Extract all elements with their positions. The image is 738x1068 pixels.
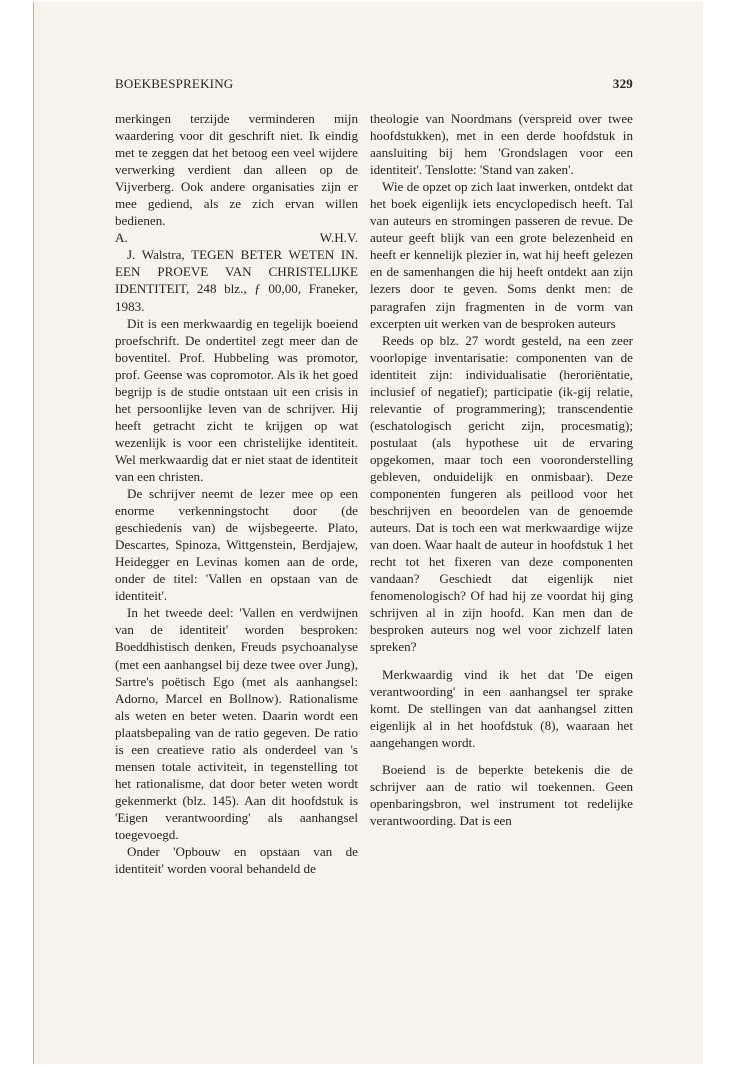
page-header [115, 76, 633, 96]
page-number: 329 [612, 76, 633, 91]
page-binding-edge [33, 2, 34, 1064]
right-column [370, 110, 633, 829]
book-citation: J. Walstra, TEGEN BETER WETEN IN. EEN PROEVE VAN CHRISTELIJKE IDENTITEIT, 248 blz., ƒ 00,00, Franeker, 1983. [115, 247, 358, 314]
paragraph-previous-review-end: merkingen terzijde verminderen mijn waardering voor dit geschrift niet. Ik eindig met te zeggen dat het betoog een veel wijdere verwerking verdient dan alleen op de Vijverberg. Ook andere organisaties zijn er mee gediend, als ze zich ervan willen bedienen. [115, 111, 358, 229]
paragraph-third-part-start: Onder 'Opbouw en opstaan van de identiteit' worden vooral behandeld de [115, 844, 358, 877]
paragraph-own-justification: Merkwaardig vind ik het dat 'De eigen verantwoording' in een aanhangsel ter sprake komt. De stellingen van dat aanhangsel zitten eigenlijk al in het hoofdstuk (8), waaraan het aangehangen wordt. [370, 666, 633, 750]
signature-place: A. [115, 230, 128, 246]
paragraph-second-part: In het tweede deel: 'Vallen en verdwijnen van de identiteit' worden besproken: Boeddhistisch denken, Freuds psychoanalyse (met een aanhangsel bij deze twee over Jung), Sartre's poëtisch Ego (met als aanhangsel: Adorno, Marcel en Bollnow). Rationalisme als weten en beter weten. Daarin wordt een plaatsbepaling van de ratio gegeven. De ratio is een creatieve ratio als onderdeel van 's mensen totale activiteit, in tegenstelling tot het rationalisme, dat door beter weten wordt gekenmerkt (blz. 145). Aan dit hoofdstuk is 'Eigen verantwoording' als aanhangsel toegevoegd. [115, 605, 358, 842]
signature-initials: W.H.V. [319, 230, 358, 246]
paragraph-encyclopedic: Wie de opzet op zich laat inwerken, ontdekt dat het boek eigenlijk iets encyclopedisch heeft. Tal van auteurs en stromingen passeren de revue. De auteur geeft blijk van een grote belezenheid en heeft er kennelijk plezier in, wat hij heeft gelezen en de samenhangen die hij heeft ontdekt aan zijn lezers door te geven. Soms denkt men: de paragrafen zijn fragmenten in de vorm van excerpten uit werken van de besproken auteurs [370, 179, 633, 331]
review-signature [115, 229, 358, 246]
paragraph-philosophy-tour: De schrijver neemt de lezer mee op een enorme verkenningstocht door (de geschiedenis van) de wijsbegeerte. Plato, Descartes, Spinoza, Wittgenstein, Berdjajew, Heidegger en Levinas komen aan de orde, onder de titel: 'Vallen en opstaan van de identiteit'. [115, 486, 358, 604]
paragraph-review-intro: Dit is een merkwaardig en tegelijk boeiend proefschrift. De ondertitel zegt meer dan de boventitel. Prof. Hubbeling was promotor, prof. Geense was copromotor. Als ik het goed begrijp is de studie ontstaan uit een crisis in het persoonlijke leven van de schrijver. Hij heeft getracht zicht te krijgen op wat wezenlijk is voor een christelijke identiteit. Wel merkwaardig dat er niet staat de identiteit van een christen. [115, 315, 358, 484]
paragraph-noordmans: theologie van Noordmans (verspreid over twee hoofdstukken), met in een derde hoofdstuk in aansluiting bij hem 'Grondslagen voor een identiteit'. Tenslotte: 'Stand van zaken'. [370, 111, 633, 178]
left-column [115, 110, 358, 877]
paragraph-components: Reeds op blz. 27 wordt gesteld, na een zeer voorlopige inventarisatie: componenten van de identiteit zijn: individualisatie (heroriëntatie, inclusief of negatief); participatie (ik-gij relatie, relevantie of programmering); transcendentie (eschatologisch gericht zijn, procesmatig); postulaat (als hypothese uit de ervaring opgekomen, maar toch een vooronderstelling gebleven, onduidelijk en onmisbaar). Deze componenten fungeren als peillood voor het beschrijven en beoordelen van de genoemde auteurs. Dat is toch een wat merkwaardige wijze van doen. Waar haalt de auteur in hoofdstuk 1 het recht tot het fixeren van deze componenten vandaan? Geschiedt dat eigenlijk niet fenomenologisch? Of had hij ze voordat hij ging schrijven al in zijn hoofd. Kan men dan de besproken auteurs nog wel voor zichzelf laten spreken? [370, 332, 633, 655]
running-title: BOEKBESPREKING [115, 76, 234, 91]
paragraph-ratio-meaning: Boeiend is de beperkte betekenis die de schrijver aan de ratio wil toekennen. Geen openbaringsbron, wel instrument tot redelijke verantwoording. Dat is een [370, 761, 633, 828]
